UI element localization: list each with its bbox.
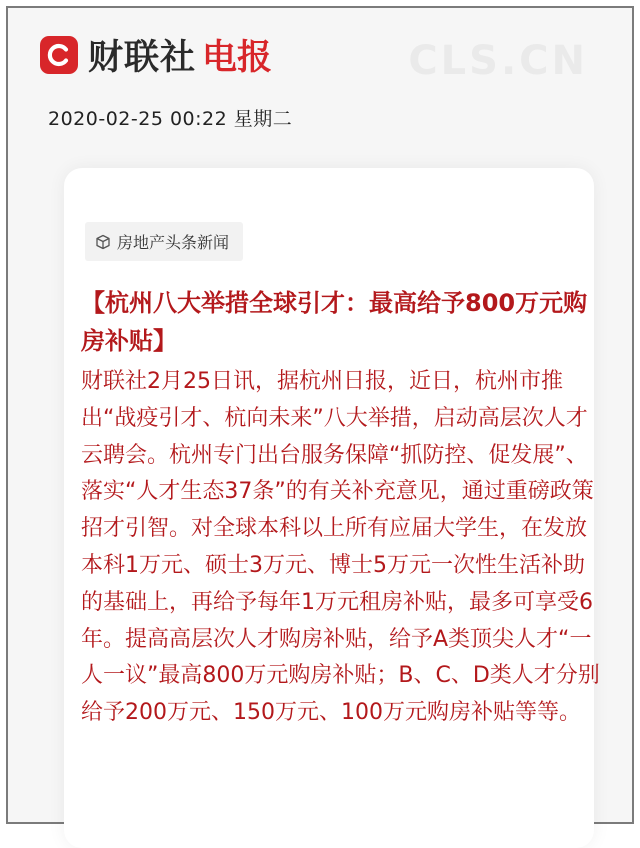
brand-name: 财联社 — [88, 38, 197, 78]
cls-logo-icon — [40, 36, 78, 74]
post-datetime: 2020-02-25 00:22 星期二 — [48, 108, 293, 130]
brand-telegraph: 电报 — [202, 38, 273, 78]
app-header — [40, 30, 272, 80]
cube-icon — [95, 234, 111, 250]
article-content — [81, 284, 601, 732]
site-watermark: CLS.CN — [408, 38, 588, 84]
category-tag[interactable] — [85, 222, 243, 261]
article-headline: 【杭州八大举措全球引才：最高给予800万元购房补贴】 — [81, 289, 588, 355]
article-body: 财联社2月25日讯，据杭州日报，近日，杭州市推出“战疫引才、杭向未来”八大举措，启动高层次人才云聘会。杭州专门出台服务保障“抓防控、促发展”、落实“人才生态37条”的有关补充意见，通过重磅政策招才引智。对全球本科以上所有应届大学生，在发放本科1万元、硕士3万元、博士5万元一次性生活补助的基础上，再给予每年1万元租房补贴，最多可享受6年。提高高层次人才购房补贴，给予A类顶尖人才“一人一议”最高800万元购房补贴；B、C、D类人才分别给予200万元、150万元、100万元购房补贴等等。 — [81, 369, 600, 726]
category-tag-label: 房地产头条新闻 — [117, 233, 230, 252]
